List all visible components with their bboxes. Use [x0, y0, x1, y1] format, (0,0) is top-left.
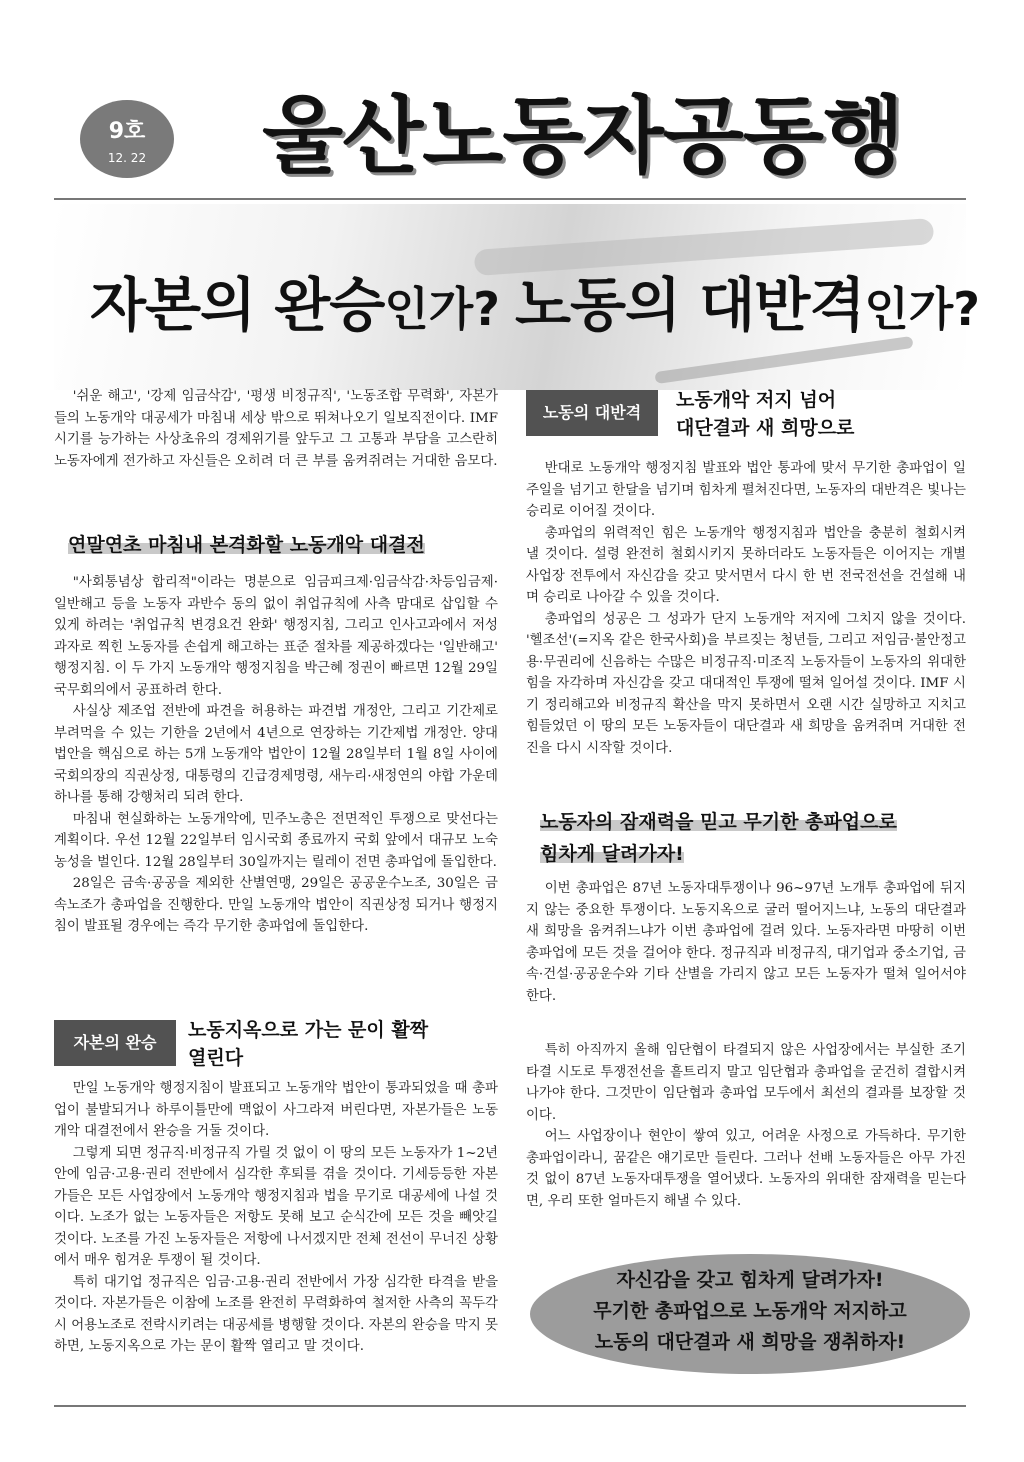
headline-part2-suffix: 인가? [864, 282, 980, 336]
body-paragraph: 마침내 현실화하는 노동개악에, 민주노총은 전면적인 투쟁으로 맞선다는 계획이다. 우선 12월 22일부터 임시국회 종료까지 국회 앞에서 대규모 노숙농성을 벌인다. 12월 28일부터 30일까지는 릴레이 전면 총파업에 돌입한다. [54, 811, 498, 870]
body-paragraph: 이번 총파업은 87년 노동자대투쟁이나 96~97년 노개투 총파업에 뒤지지 않는 중요한 투쟁이다. 노동지옥으로 굴러 떨어지느냐, 노동의 대단결과 새 희망을 움켜쥐느냐가 이번 총파업에 걸려 있다. 노동자라면 마땅히 이번 총파업에 모든 것을 걸어야 한다. 정규직과 비정규직, 대기업과 중소기업, 금속·건설·공공운수와 기타 산별을 가리지 않고 모든 노동자가 떨쳐 일어서야 한다. [526, 881, 966, 1004]
headline-part1-suffix: 인가? [384, 282, 500, 336]
section-title-line: 열린다 [188, 1047, 244, 1069]
headline-part2: 노동의 대반격 [515, 271, 865, 339]
right-column-section3 [526, 458, 966, 759]
section-heading-year-end [68, 530, 425, 557]
body-paragraph: 그렇게 되면 정규직·비정규직 가릴 것 없이 이 땅의 모든 노동자가 1~2년 안에 임금·고용·권리 전반에서 심각한 후퇴를 겪을 것이다. 기세등등한 자본가들은 모든 사업장에서 노동개악 행정지침과 법을 무기로 대공세에 나설 것이다. 노조가 없는 노동자들은 저항도 못해 보고 순식간에 모든 것을 빼앗길 것이다. 노조를 가진 노동자들은 저항에 나서겠지만 전체 전선이 무너진 상황에서 매우 힘겨운 투쟁이 될 것이다. [54, 1145, 498, 1268]
newsletter-title: 울산노동자공동행 [262, 87, 904, 185]
left-column-section2 [54, 1078, 498, 1358]
slogan-line: 무기한 총파업으로 노동개악 저지하고 [593, 1300, 907, 1322]
body-paragraph: 특히 아직까지 올해 임단협이 타결되지 않은 사업장에서는 부실한 조기타결 시도로 투쟁전선을 흩트리지 말고 임단협과 총파업을 굳건히 결합시켜 나가야 한다. 그것만이 임단협과 총파업 모두에서 최선의 결과를 보장할 것이다. [526, 1043, 966, 1123]
body-paragraph: 총파업의 성공은 그 성과가 단지 노동개악 저지에 그치지 않을 것이다. '헬조선'(=지옥 같은 한국사회)을 부르짖는 청년들, 그리고 저임금·불안정고용·무권리에 신음하는 수많은 비정규직·미조직 노동자들이 노동자의 위대한 힘을 자각하며 자신감을 갖고 대대적인 투쟁에 떨쳐 일어설 것이다. IMF 시기 정리해고와 비정규직 확산을 막지 못하면서 오랜 시간 실망하고 지치고 힘들었던 이 땅의 모든 노동자들이 대단결과 새 희망을 움켜쥐며 거대한 전진을 다시 시작할 것이다. [526, 611, 966, 756]
slogan-ellipse [530, 1254, 970, 1374]
footer-divider [54, 1405, 966, 1407]
section-title-line: 노동개악 저지 넘어 [676, 389, 837, 411]
section-title-labor-hell [188, 1016, 488, 1072]
section-tag-labor-counterattack: 노동의 대반격 [526, 390, 658, 436]
body-paragraph: 반대로 노동개악 행정지침 발표와 법안 통과에 맞서 무기한 총파업이 일주일을 넘기고 한달을 넘기며 힘차게 펼쳐진다면, 노동자의 대반격은 빛나는 승리로 이어질 것이다. [526, 461, 966, 519]
body-paragraph: 특히 대기업 정규직은 임금·고용·권리 전반에서 가장 심각한 타격을 받을 것이다. 자본가들은 이참에 노조를 완전히 무력화하여 철저한 사측의 꼭두각시 어용노조로 전락시키려는 대공세를 병행할 것이다. 자본의 완승을 막지 못하면, 노동지옥으로 가는 문이 활짝 열리고 말 것이다. [54, 1274, 498, 1354]
left-column-section1 [54, 572, 498, 938]
masthead-divider [54, 198, 966, 200]
headline-part1: 자본의 완승 [90, 271, 385, 339]
left-column-intro [54, 386, 498, 472]
section-title-general-strike [540, 806, 960, 870]
section-title-line: 힘차게 달려가자! [540, 843, 684, 865]
body-paragraph: 어느 사업장이나 현안이 쌓여 있고, 어려운 사정으로 가득하다. 무기한 총파업이라니, 꿈같은 얘기로만 들린다. 그러나 선배 노동자들은 아무 가진 것 없이 87년 노동자대투쟁을 열어냈다. 노동자의 위대한 잠재력을 믿는다면, 우리 또한 얼마든지 해낼 수 있다. [526, 1129, 966, 1209]
slogan-line: 노동의 대단결과 새 희망을 쟁취하자! [594, 1331, 906, 1353]
right-column-section4-cont [526, 1040, 966, 1212]
section-title-line: 대단결과 새 희망으로 [676, 417, 855, 439]
section-heading-text: 연말연초 마침내 본격화할 노동개악 대결전 [68, 534, 425, 556]
section-title-line: 노동지옥으로 가는 문이 활짝 [188, 1019, 429, 1041]
body-paragraph: "사회통념상 합리적"이라는 명분으로 임금피크제·임금삭감·차등임금제·일반해고 등을 노동자 과반수 동의 없이 취업규칙에 사측 맘대로 삽입할 수 있게 하려는 '취업규칙 변경요건 완화' 행정지침, 그리고 인사고과에서 저성과자로 찍힌 노동자를 손쉽게 해고하는 표준 절차를 제공하겠다는 '일반해고' 행정지침. 이 두 가지 노동개악 행정지침을 박근혜 정권이 빠르면 12월 29일 국무회의에서 공표하려 한다. [54, 575, 498, 698]
section-title-beyond-blocking [676, 386, 956, 442]
body-paragraph: 28일은 금속·공공을 제외한 산별연맹, 29일은 공공운수노조, 30일은 금속노조가 총파업을 진행한다. 만일 노동개악 법안이 직권상정 되거나 행정지침이 발표될 경우에는 즉각 무기한 총파업에 돌입한다. [54, 876, 498, 934]
issue-date: 12. 22 [107, 151, 147, 165]
body-paragraph: 총파업의 위력적인 힘은 노동개악 행정지침과 법안을 충분히 철회시켜 낼 것이다. 설령 완전히 철회시키지 못하더라도 노동자들은 이어지는 개별 사업장 전투에서 자신감을 갖고 맞서면서 다시 한 번 전국전선을 건설해 내며 승리로 나아갈 수 있을 것이다. [526, 525, 966, 605]
slogan-line: 자신감을 갖고 힘차게 달려가자! [616, 1269, 884, 1291]
intro-paragraph: '쉬운 해고', '강제 임금삭감', '평생 비정규직', '노동조합 무력화', 자본가들의 노동개악 대공세가 마침내 세상 밖으로 뛰쳐나오기 일보직전이다. IMF 시기를 능가하는 사상초유의 경제위기를 앞두고 그 고통과 부담을 고스란히 노동자에게 전가하고 자신들은 오히려 더 큰 부를 움켜쥐려는 거대한 음모다. [54, 389, 498, 469]
issue-number: 9호 [108, 119, 146, 144]
issue-badge [80, 100, 174, 178]
main-headline [90, 258, 980, 354]
section-tag-capital-victory: 자본의 완승 [54, 1020, 176, 1066]
body-paragraph: 만일 노동개악 행정지침이 발표되고 노동개악 법안이 통과되었을 때 총파업이 불발되거나 하루이틀만에 맥없이 사그라져 버린다면, 자본가들은 노동개악 대결전에서 완승을 거둘 것이다. [54, 1081, 498, 1139]
body-paragraph: 사실상 제조업 전반에 파견을 허용하는 파견법 개정안, 그리고 기간제로 부려먹을 수 있는 기한을 2년에서 4년으로 연장하는 기간제법 개정안. 양대 법안을 핵심으로 하는 5개 노동개악 법안이 12월 28일부터 1월 8일 사이에 국회의장의 직권상정, 대통령의 긴급경제명령, 새누리·새정연의 야합 가운데 하나를 통해 강행처리 되려 한다. [54, 704, 498, 805]
section-title-line: 노동자의 잠재력을 믿고 무기한 총파업으로 [540, 811, 897, 833]
right-column-section4 [526, 878, 966, 1007]
